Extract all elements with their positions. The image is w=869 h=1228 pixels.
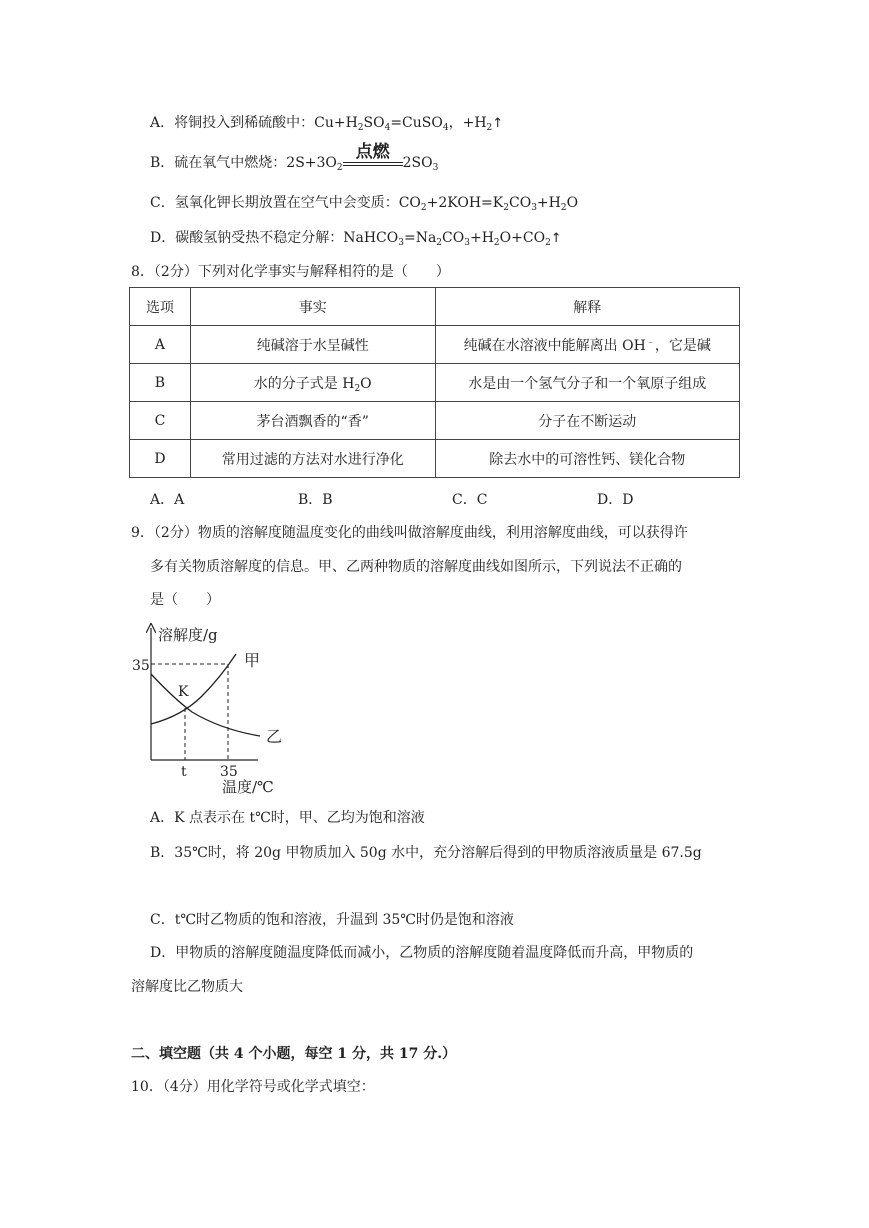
- table-row: [130, 440, 740, 478]
- q9-option-a: A．K 点表示在 t℃时，甲、乙均为饱和溶液: [150, 810, 425, 826]
- x-tick-t: t: [181, 764, 187, 780]
- q10-stem: 10．（4分）用化学符号或化学式填空：: [131, 1079, 375, 1095]
- q9-option-b: B．35℃时，将 20g 甲物质加入 50g 水中，充分溶解后得到的甲物质溶液质量是 67.5g: [150, 845, 702, 861]
- q9-option-c: C．t℃时乙物质的饱和溶液，升温到 35℃时仍是饱和溶液: [150, 912, 514, 928]
- q7-option-d: D．碳酸氢钠受热不稳定分解：$NaHCO_3=Na_2CO_3+H_2O+CO_2↑$: [150, 230, 562, 248]
- gas-arrow-icon: ↑: [492, 116, 504, 131]
- q9-option-d-line2: 溶解度比乙物质大: [131, 979, 243, 995]
- q7-option-c: C．氢氧化钾长期放置在空气中会变质：$CO_2+2KOH=K_2CO_3+H_2O$: [150, 195, 579, 213]
- header-explanation: 解释: [435, 288, 739, 326]
- q7-option-b: B．硫在氧气中燃烧：$2S+3O_2$ 点燃 $2SO_3$: [150, 142, 439, 173]
- x-tick-35: 35: [220, 764, 238, 780]
- row-option: C: [130, 402, 191, 440]
- row-explanation: 水是由一个氢气分子和一个氧原子组成: [435, 364, 739, 402]
- q9-option-d-line1: D．甲物质的溶解度随温度降低而减小，乙物质的溶解度随着温度降低而升高，甲物质的: [150, 945, 694, 961]
- q8-choice-b: B．B: [298, 492, 333, 508]
- q8-choice-d: D．D: [597, 492, 634, 508]
- row-fact: 茅台酒飘香的“香”: [190, 402, 435, 440]
- gas-arrow-icon: ↑: [550, 231, 562, 246]
- q8-stem: 8．（2分）下列对化学事实与解释相符的是（ ）: [131, 264, 450, 280]
- reaction-condition: 点燃: [343, 153, 403, 173]
- x-axis-label: 温度/℃: [222, 778, 274, 796]
- table-header-row: [130, 288, 740, 326]
- y-axis-label: 溶解度/g: [158, 626, 218, 644]
- header-option: 选项: [130, 288, 191, 326]
- table-row: [130, 364, 740, 402]
- table-row: [130, 402, 740, 440]
- series-jia-label: 甲: [244, 651, 261, 670]
- row-option: B: [130, 364, 191, 402]
- row-explanation: 纯碱在水溶液中能解离出 OH﹣，它是碱: [435, 326, 739, 364]
- annotation-k: K: [178, 684, 189, 700]
- q8-choice-a: A．A: [150, 492, 185, 508]
- section-heading: 二、填空题（共 4 个小题，每空 1 分，共 17 分.）: [131, 1046, 457, 1062]
- row-option: A: [130, 326, 191, 364]
- q8-choice-c: C．C: [452, 492, 488, 508]
- row-fact: 常用过滤的方法对水进行净化: [190, 440, 435, 478]
- q8-table: [129, 287, 740, 478]
- header-fact: 事实: [190, 288, 435, 326]
- row-option: D: [130, 440, 191, 478]
- row-fact: 纯碱溶于水呈碱性: [190, 326, 435, 364]
- series-yi-curve: [151, 674, 260, 736]
- y-tick-35: 35: [132, 658, 150, 674]
- q7-option-a: A．将铜投入到稀硫酸中：$Cu+H_2SO_4=CuSO_4$，$+H_2↑$: [150, 115, 504, 133]
- solubility-chart: [132, 618, 300, 798]
- q9-stem-line1: 9．（2分）物质的溶解度随温度变化的曲线叫做溶解度曲线，利用溶解度曲线，可以获得许: [131, 525, 688, 541]
- row-explanation: 除去水中的可溶性钙、镁化合物: [435, 440, 739, 478]
- series-yi-label: 乙: [266, 727, 283, 746]
- row-explanation: 分子在不断运动: [435, 402, 739, 440]
- q9-stem-line3: 是（ ）: [150, 592, 220, 608]
- table-row: [130, 326, 740, 364]
- q9-stem-line2: 多有关物质溶解度的信息。甲、乙两种物质的溶解度曲线如图所示，下列说法不正确的: [150, 559, 682, 575]
- row-fact: 水的分子式是 $H_2O$: [190, 364, 435, 402]
